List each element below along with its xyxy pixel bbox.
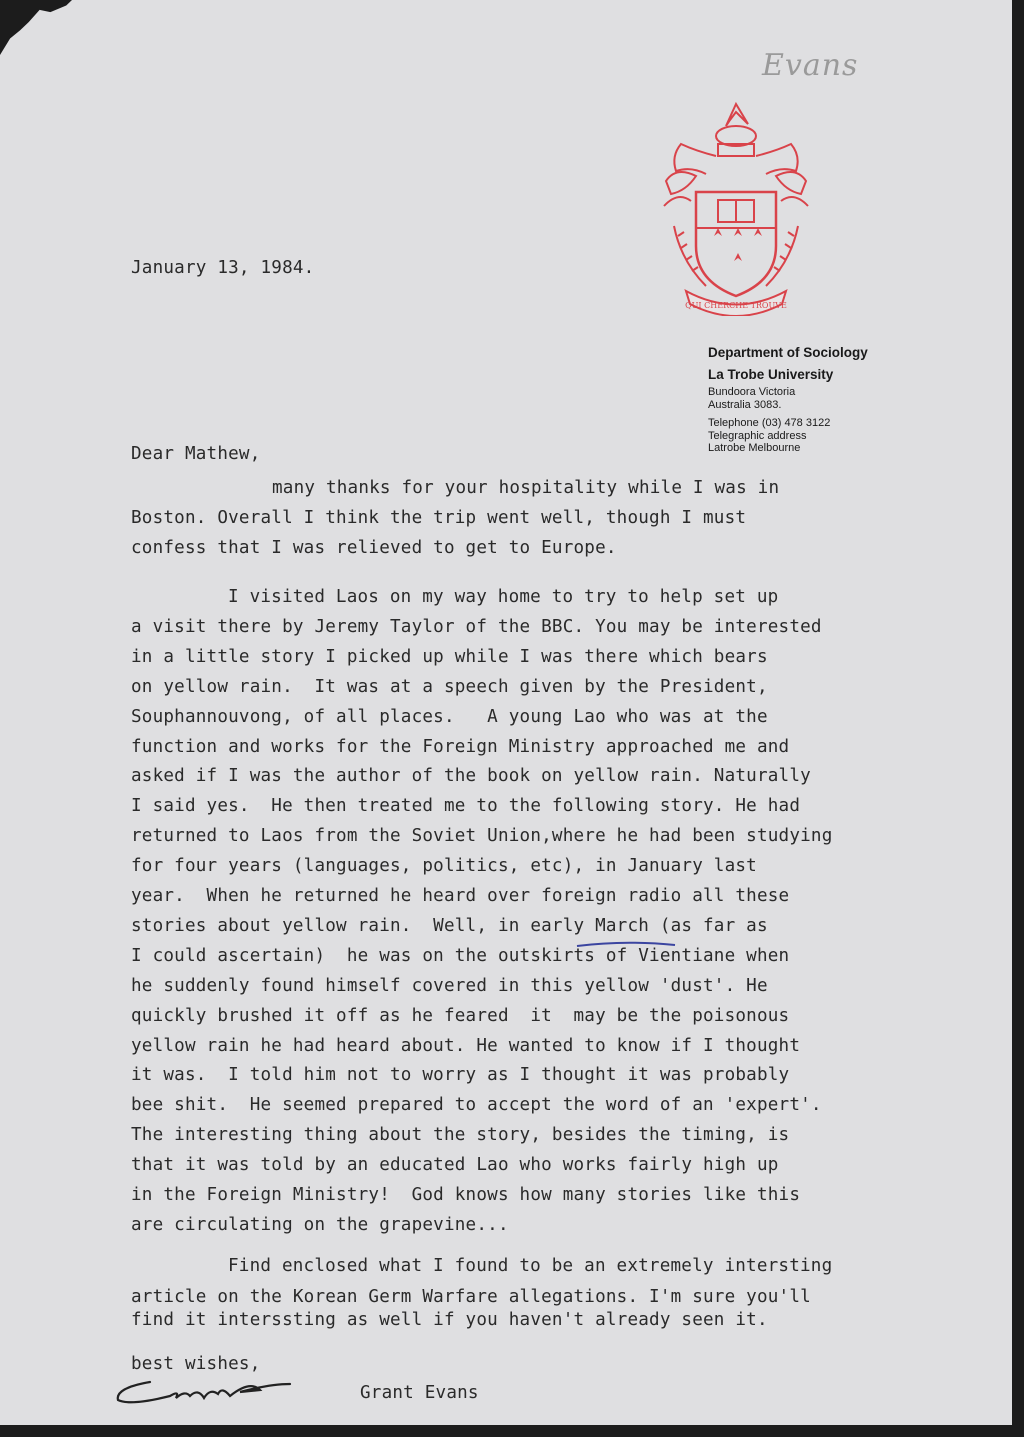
handwritten-underline — [575, 938, 677, 950]
letter-line: Find enclosed what I found to be an extremely intersting — [228, 1256, 833, 1276]
letter-line: year. When he returned he heard over foreign radio all these — [131, 886, 790, 906]
closing: best wishes, — [131, 1354, 261, 1374]
letter-line: it was. I told him not to worry as I thought it was probably — [131, 1065, 790, 1086]
letter-line: The interesting thing about the story, besides the timing, is — [131, 1125, 790, 1146]
letter-line: on yellow rain. It was at a speech given by the President, — [131, 676, 768, 697]
letter-line: he suddenly found himself covered in this yellow 'dust'. He — [131, 975, 768, 996]
letter-line: function and works for the Foreign Ministry approached me and — [131, 736, 790, 757]
letter-line: a visit there by Jeremy Taylor of the BBC. You may be interested — [131, 616, 822, 637]
letter-line: Boston. Overall I think the trip went well, though I must — [131, 508, 747, 528]
contact-line: Telephone (03) 478 3122 — [708, 417, 831, 429]
letter-line: returned to Laos from the Soviet Union,where he had been studying — [131, 826, 833, 847]
letter-line: I said yes. He then treated me to the following story. He had — [131, 796, 801, 817]
letter-line: are circulating on the grapevine... — [131, 1214, 509, 1235]
signature-name: Grant Evans — [360, 1383, 479, 1403]
letter-line: for four years (languages, politics, etc), in January last — [131, 856, 757, 877]
letter-line: article on the Korean Germ Warfare allegations. I'm sure you'll — [131, 1287, 811, 1307]
torn-corner — [0, 0, 72, 55]
address-line: Australia 3083. — [708, 398, 782, 411]
letter-line: I visited Laos on my way home to try to help set up — [228, 587, 779, 607]
university-crest-icon — [656, 96, 816, 316]
letter-line: I could ascertain) he was on the outskirts of Vientiane when — [131, 945, 790, 966]
letter-line: stories about yellow rain. Well, in early March (as far as — [131, 915, 768, 936]
letter-line: in the Foreign Ministry! God knows how many stories like this — [131, 1185, 801, 1205]
contact-line: Telegraphic address — [708, 429, 807, 442]
letterhead-address — [708, 342, 868, 455]
university-name: La Trobe University — [708, 367, 834, 382]
letter-line: bee shit. He seemed prepared to accept the word of an 'expert'. — [131, 1095, 822, 1116]
letter-line: quickly brushed it off as he feared it may be the poisonous — [131, 1005, 790, 1026]
address-line: Bundoora Victoria — [708, 386, 796, 398]
salutation: Dear Mathew, — [131, 444, 261, 464]
letter-line: confess that I was relieved to get to Europe. — [131, 538, 617, 558]
letter-line: asked if I was the author of the book on yellow rain. Naturally — [131, 766, 811, 787]
crest-motto: QUI CHERCHE TROUVE — [685, 301, 787, 310]
letter-date: January 13, 1984. — [131, 258, 315, 278]
letter-line: many thanks for your hospitality while I was in — [272, 478, 780, 498]
contact-line: Latrobe Melbourne — [708, 442, 801, 454]
letter-line: in a little story I picked up while I was there which bears — [131, 646, 768, 667]
handwritten-annotation: Evans — [762, 48, 859, 83]
handwritten-signature — [110, 1370, 300, 1410]
letter-line: that it was told by an educated Lao who works fairly high up — [131, 1155, 779, 1176]
letter-line: Souphannouvong, of all places. A young Lao who was at the — [131, 706, 768, 727]
letter-line: find it interssting as well if you haven't already seen it. — [131, 1310, 768, 1330]
department-name: Department of Sociology — [708, 345, 868, 360]
letter-line: yellow rain he had heard about. He wanted to know if I thought — [131, 1035, 801, 1056]
